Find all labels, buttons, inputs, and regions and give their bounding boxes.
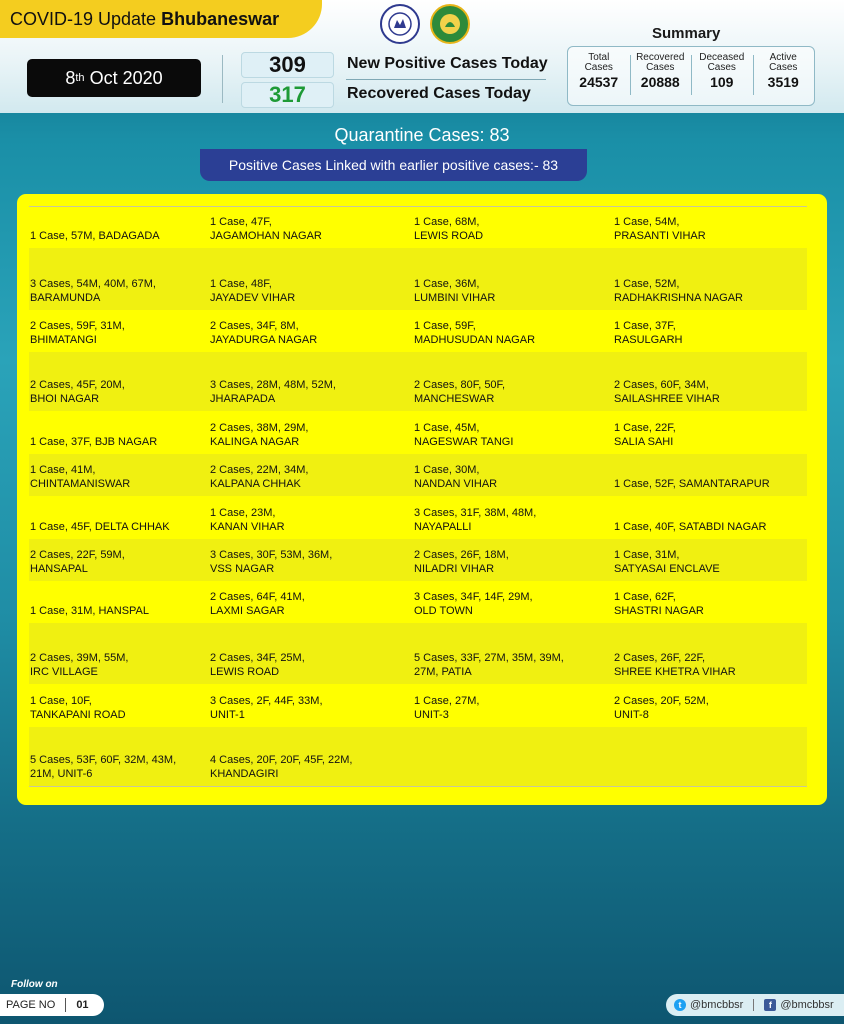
title-city: Bhubaneswar xyxy=(161,8,280,29)
case-cell xyxy=(614,694,807,722)
table-row xyxy=(29,411,807,454)
case-cell xyxy=(29,435,210,449)
case-line: 3 Cases, 30F, 53M, 36M, xyxy=(210,549,333,561)
case-line: LUMBINI VIHAR xyxy=(414,292,496,304)
case-cell xyxy=(414,319,614,347)
case-line: 1 Case, 54M, xyxy=(614,216,680,228)
case-line: 4 Cases, 20F, 20F, 45F, 22M, xyxy=(210,754,353,766)
case-line: 2 Cases, 22M, 34M, xyxy=(210,464,309,476)
case-line: MANCHESWAR xyxy=(414,393,495,405)
case-cell xyxy=(210,694,414,722)
follow-on-label: Follow on xyxy=(11,979,58,990)
case-line: JHARAPADA xyxy=(210,393,276,405)
case-line: 1 Case, 23M, xyxy=(210,507,276,519)
case-cell xyxy=(29,651,210,679)
case-line: JAYADURGA NAGAR xyxy=(210,334,318,346)
case-line: 2 Cases, 26F, 18M, xyxy=(414,549,509,561)
table-row xyxy=(29,248,807,310)
case-line: 1 Case, 68M, xyxy=(414,216,480,228)
case-line: 2 Cases, 20F, 52M, xyxy=(614,695,709,707)
case-line: SHASTRI NAGAR xyxy=(614,605,704,617)
case-cell xyxy=(210,590,414,618)
case-line: HANSAPAL xyxy=(30,563,88,575)
case-line: BHOI NAGAR xyxy=(30,393,100,405)
case-cell xyxy=(210,319,414,347)
case-cell xyxy=(29,463,210,491)
case-cell xyxy=(29,753,210,781)
case-line: 1 Case, 22F, xyxy=(614,422,676,434)
case-cell xyxy=(414,651,614,679)
table-row xyxy=(29,684,807,727)
case-cell xyxy=(210,421,414,449)
case-cell xyxy=(614,590,807,618)
case-line: 3 Cases, 54M, 40M, 67M, xyxy=(30,278,156,290)
case-cell xyxy=(29,604,210,618)
case-line: 2 Cases, 26F, 22F, xyxy=(614,652,706,664)
case-cell xyxy=(29,548,210,576)
case-line: 1 Case, 45F, DELTA CHHAK xyxy=(30,521,170,533)
page-number-tab xyxy=(0,994,104,1016)
case-line: 1 Case, 57M, BADAGADA xyxy=(30,230,160,242)
case-line: 1 Case, 31M, xyxy=(614,549,680,561)
table-row xyxy=(29,352,807,411)
case-cell xyxy=(29,694,210,722)
case-line: 1 Case, 52M, xyxy=(614,278,680,290)
summary-recovered: Recovered Cases 20888 xyxy=(630,47,692,105)
case-line: 5 Cases, 53F, 60F, 32M, 43M, xyxy=(30,754,177,766)
case-cell xyxy=(614,477,807,491)
table-row xyxy=(29,207,807,248)
case-cell xyxy=(414,421,614,449)
label-divider xyxy=(346,79,546,80)
case-line: 1 Case, 36M, xyxy=(414,278,480,290)
recovered-label: Recovered Cases Today xyxy=(347,85,531,102)
case-line: MADHUSUDAN NAGAR xyxy=(414,334,536,346)
case-line: 1 Case, 37F, xyxy=(614,320,676,332)
report-date: 8 th Oct 2020 xyxy=(27,59,201,97)
summary-title: Summary xyxy=(652,25,721,42)
header-divider xyxy=(222,55,223,103)
case-line: 1 Case, 37F, BJB NAGAR xyxy=(30,436,158,448)
case-line: NANDAN VIHAR xyxy=(414,478,498,490)
case-line: 3 Cases, 31F, 38M, 48M, xyxy=(414,507,537,519)
recovered-count: 317 xyxy=(241,82,334,108)
case-line: 2 Cases, 59F, 31M, xyxy=(30,320,125,332)
case-line: 3 Cases, 34F, 14F, 29M, xyxy=(414,591,533,603)
case-line: 1 Case, 52F, SAMANTARAPUR xyxy=(614,478,770,490)
case-cell xyxy=(210,277,414,305)
case-cell xyxy=(210,651,414,679)
quarantine-title: Quarantine Cases: 83 xyxy=(334,125,510,145)
case-cell xyxy=(614,215,807,243)
case-cell xyxy=(614,421,807,449)
case-line: 2 Cases, 22F, 59M, xyxy=(30,549,125,561)
table-row xyxy=(29,454,807,496)
case-line: 2 Cases, 38M, 29M, xyxy=(210,422,309,434)
table-row xyxy=(29,623,807,684)
case-cell xyxy=(614,548,807,576)
case-line: 2 Cases, 45F, 20M, xyxy=(30,379,125,391)
case-line: RASULGARH xyxy=(614,334,683,346)
case-line: CHINTAMANISWAR xyxy=(30,478,131,490)
case-line: 1 Case, 59F, xyxy=(414,320,476,332)
case-line: 1 Case, 48F, xyxy=(210,278,272,290)
case-cell xyxy=(614,277,807,305)
case-cell xyxy=(210,548,414,576)
case-line: LEWIS ROAD xyxy=(210,666,280,678)
table-row xyxy=(29,581,807,623)
cases-panel xyxy=(17,194,827,805)
bmc-logo-icon xyxy=(430,4,470,44)
case-line: SAILASHREE VIHAR xyxy=(614,393,720,405)
case-line: RADHAKRISHNA NAGAR xyxy=(614,292,743,304)
case-cell xyxy=(210,753,414,781)
case-line: IRC VILLAGE xyxy=(30,666,98,678)
odisha-govt-emblem-icon xyxy=(380,4,420,44)
case-line: NAGESWAR TANGI xyxy=(414,436,514,448)
case-line: 5 Cases, 33F, 27M, 35M, 39M, xyxy=(414,652,564,664)
case-cell xyxy=(29,319,210,347)
case-line: 1 Case, 47F, xyxy=(210,216,272,228)
case-line: KALPANA CHHAK xyxy=(210,478,301,490)
page-separator xyxy=(65,998,66,1012)
case-line: LEWIS ROAD xyxy=(414,230,484,242)
case-line: SHREE KHETRA VIHAR xyxy=(614,666,736,678)
logos xyxy=(380,4,470,44)
case-cell xyxy=(414,215,614,243)
case-cell xyxy=(614,651,807,679)
case-line: NILADRI VIHAR xyxy=(414,563,495,575)
table-row xyxy=(29,496,807,539)
case-cell xyxy=(210,506,414,534)
summary-active: Active Cases 3519 xyxy=(753,47,815,105)
summary-box xyxy=(567,46,815,106)
case-line: OLD TOWN xyxy=(414,605,473,617)
case-line: 3 Cases, 2F, 44F, 33M, xyxy=(210,695,323,707)
summary-total: Total Cases 24537 xyxy=(579,52,619,90)
case-line: JAYADEV VIHAR xyxy=(210,292,296,304)
case-line: 1 Case, 27M, xyxy=(414,695,480,707)
case-line: 2 Cases, 80F, 50F, xyxy=(414,379,506,391)
twitter-handle[interactable]: @bmcbbsr xyxy=(690,999,744,1011)
case-cell xyxy=(614,520,807,534)
case-line: JAGAMOHAN NAGAR xyxy=(210,230,322,242)
case-line: 1 Case, 31M, HANSPAL xyxy=(30,605,150,617)
case-cell xyxy=(614,319,807,347)
table-row xyxy=(29,539,807,581)
case-line: UNIT-8 xyxy=(614,709,649,721)
case-cell xyxy=(414,463,614,491)
case-cell xyxy=(29,229,210,243)
cases-table xyxy=(29,206,807,787)
social-separator xyxy=(753,999,754,1011)
case-line: 21M, UNIT-6 xyxy=(30,768,93,780)
header xyxy=(0,0,844,113)
table-row xyxy=(29,727,807,787)
case-line: 2 Cases, 60F, 34M, xyxy=(614,379,709,391)
facebook-icon[interactable]: f xyxy=(764,999,776,1011)
case-line: SALIA SAHI xyxy=(614,436,674,448)
case-line: 1 Case, 40F, SATABDI NAGAR xyxy=(614,521,767,533)
case-line: VSS NAGAR xyxy=(210,563,275,575)
case-line: 3 Cases, 28M, 48M, 52M, xyxy=(210,379,336,391)
table-row xyxy=(29,310,807,352)
facebook-handle[interactable]: @bmcbbsr xyxy=(780,999,834,1011)
new-positive-label: New Positive Cases Today xyxy=(347,55,548,72)
case-line: 27M, PATIA xyxy=(414,666,472,678)
linked-cases-banner: Positive Cases Linked with earlier positive cases:- 83 xyxy=(200,149,587,181)
case-cell xyxy=(414,506,614,534)
case-line: UNIT-3 xyxy=(414,709,449,721)
case-cell xyxy=(414,277,614,305)
case-line: 1 Case, 45M, xyxy=(414,422,480,434)
case-line: KHANDAGIRI xyxy=(210,768,279,780)
case-line: 2 Cases, 39M, 55M, xyxy=(30,652,129,664)
title-prefix: COVID-19 Update xyxy=(10,8,157,29)
case-cell xyxy=(414,590,614,618)
case-line: 1 Case, 41M, xyxy=(30,464,96,476)
case-cell xyxy=(29,378,210,406)
case-line: BHIMATANGI xyxy=(30,334,97,346)
summary-deceased: Deceased Cases 109 xyxy=(691,47,753,105)
case-line: 1 Case, 30M, xyxy=(414,464,480,476)
case-cell xyxy=(210,463,414,491)
case-line: LAXMI SAGAR xyxy=(210,605,285,617)
case-cell xyxy=(210,215,414,243)
case-line: UNIT-1 xyxy=(210,709,245,721)
case-cell xyxy=(29,277,210,305)
social-handles xyxy=(666,994,844,1016)
case-cell xyxy=(414,694,614,722)
case-cell xyxy=(29,520,210,534)
case-line: 2 Cases, 64F, 41M, xyxy=(210,591,305,603)
case-line: KANAN VIHAR xyxy=(210,521,285,533)
case-cell xyxy=(614,378,807,406)
page-label: PAGE NO xyxy=(6,999,56,1011)
case-line: NAYAPALLI xyxy=(414,521,472,533)
case-line: KALINGA NAGAR xyxy=(210,436,300,448)
case-line: 1 Case, 62F, xyxy=(614,591,676,603)
twitter-icon[interactable]: t xyxy=(674,999,686,1011)
case-line: 2 Cases, 34F, 8M, xyxy=(210,320,299,332)
case-line: 1 Case, 10F, xyxy=(30,695,92,707)
case-line: PRASANTI VIHAR xyxy=(614,230,706,242)
page-number: 01 xyxy=(76,999,89,1011)
case-line: TANKAPANI ROAD xyxy=(30,709,126,721)
page-title xyxy=(0,0,322,38)
new-positive-count: 309 xyxy=(241,52,334,78)
case-cell xyxy=(414,378,614,406)
case-line: 2 Cases, 34F, 25M, xyxy=(210,652,305,664)
case-cell xyxy=(414,548,614,576)
case-line: SATYASAI ENCLAVE xyxy=(614,563,720,575)
case-line: BARAMUNDA xyxy=(30,292,101,304)
case-cell xyxy=(210,378,414,406)
